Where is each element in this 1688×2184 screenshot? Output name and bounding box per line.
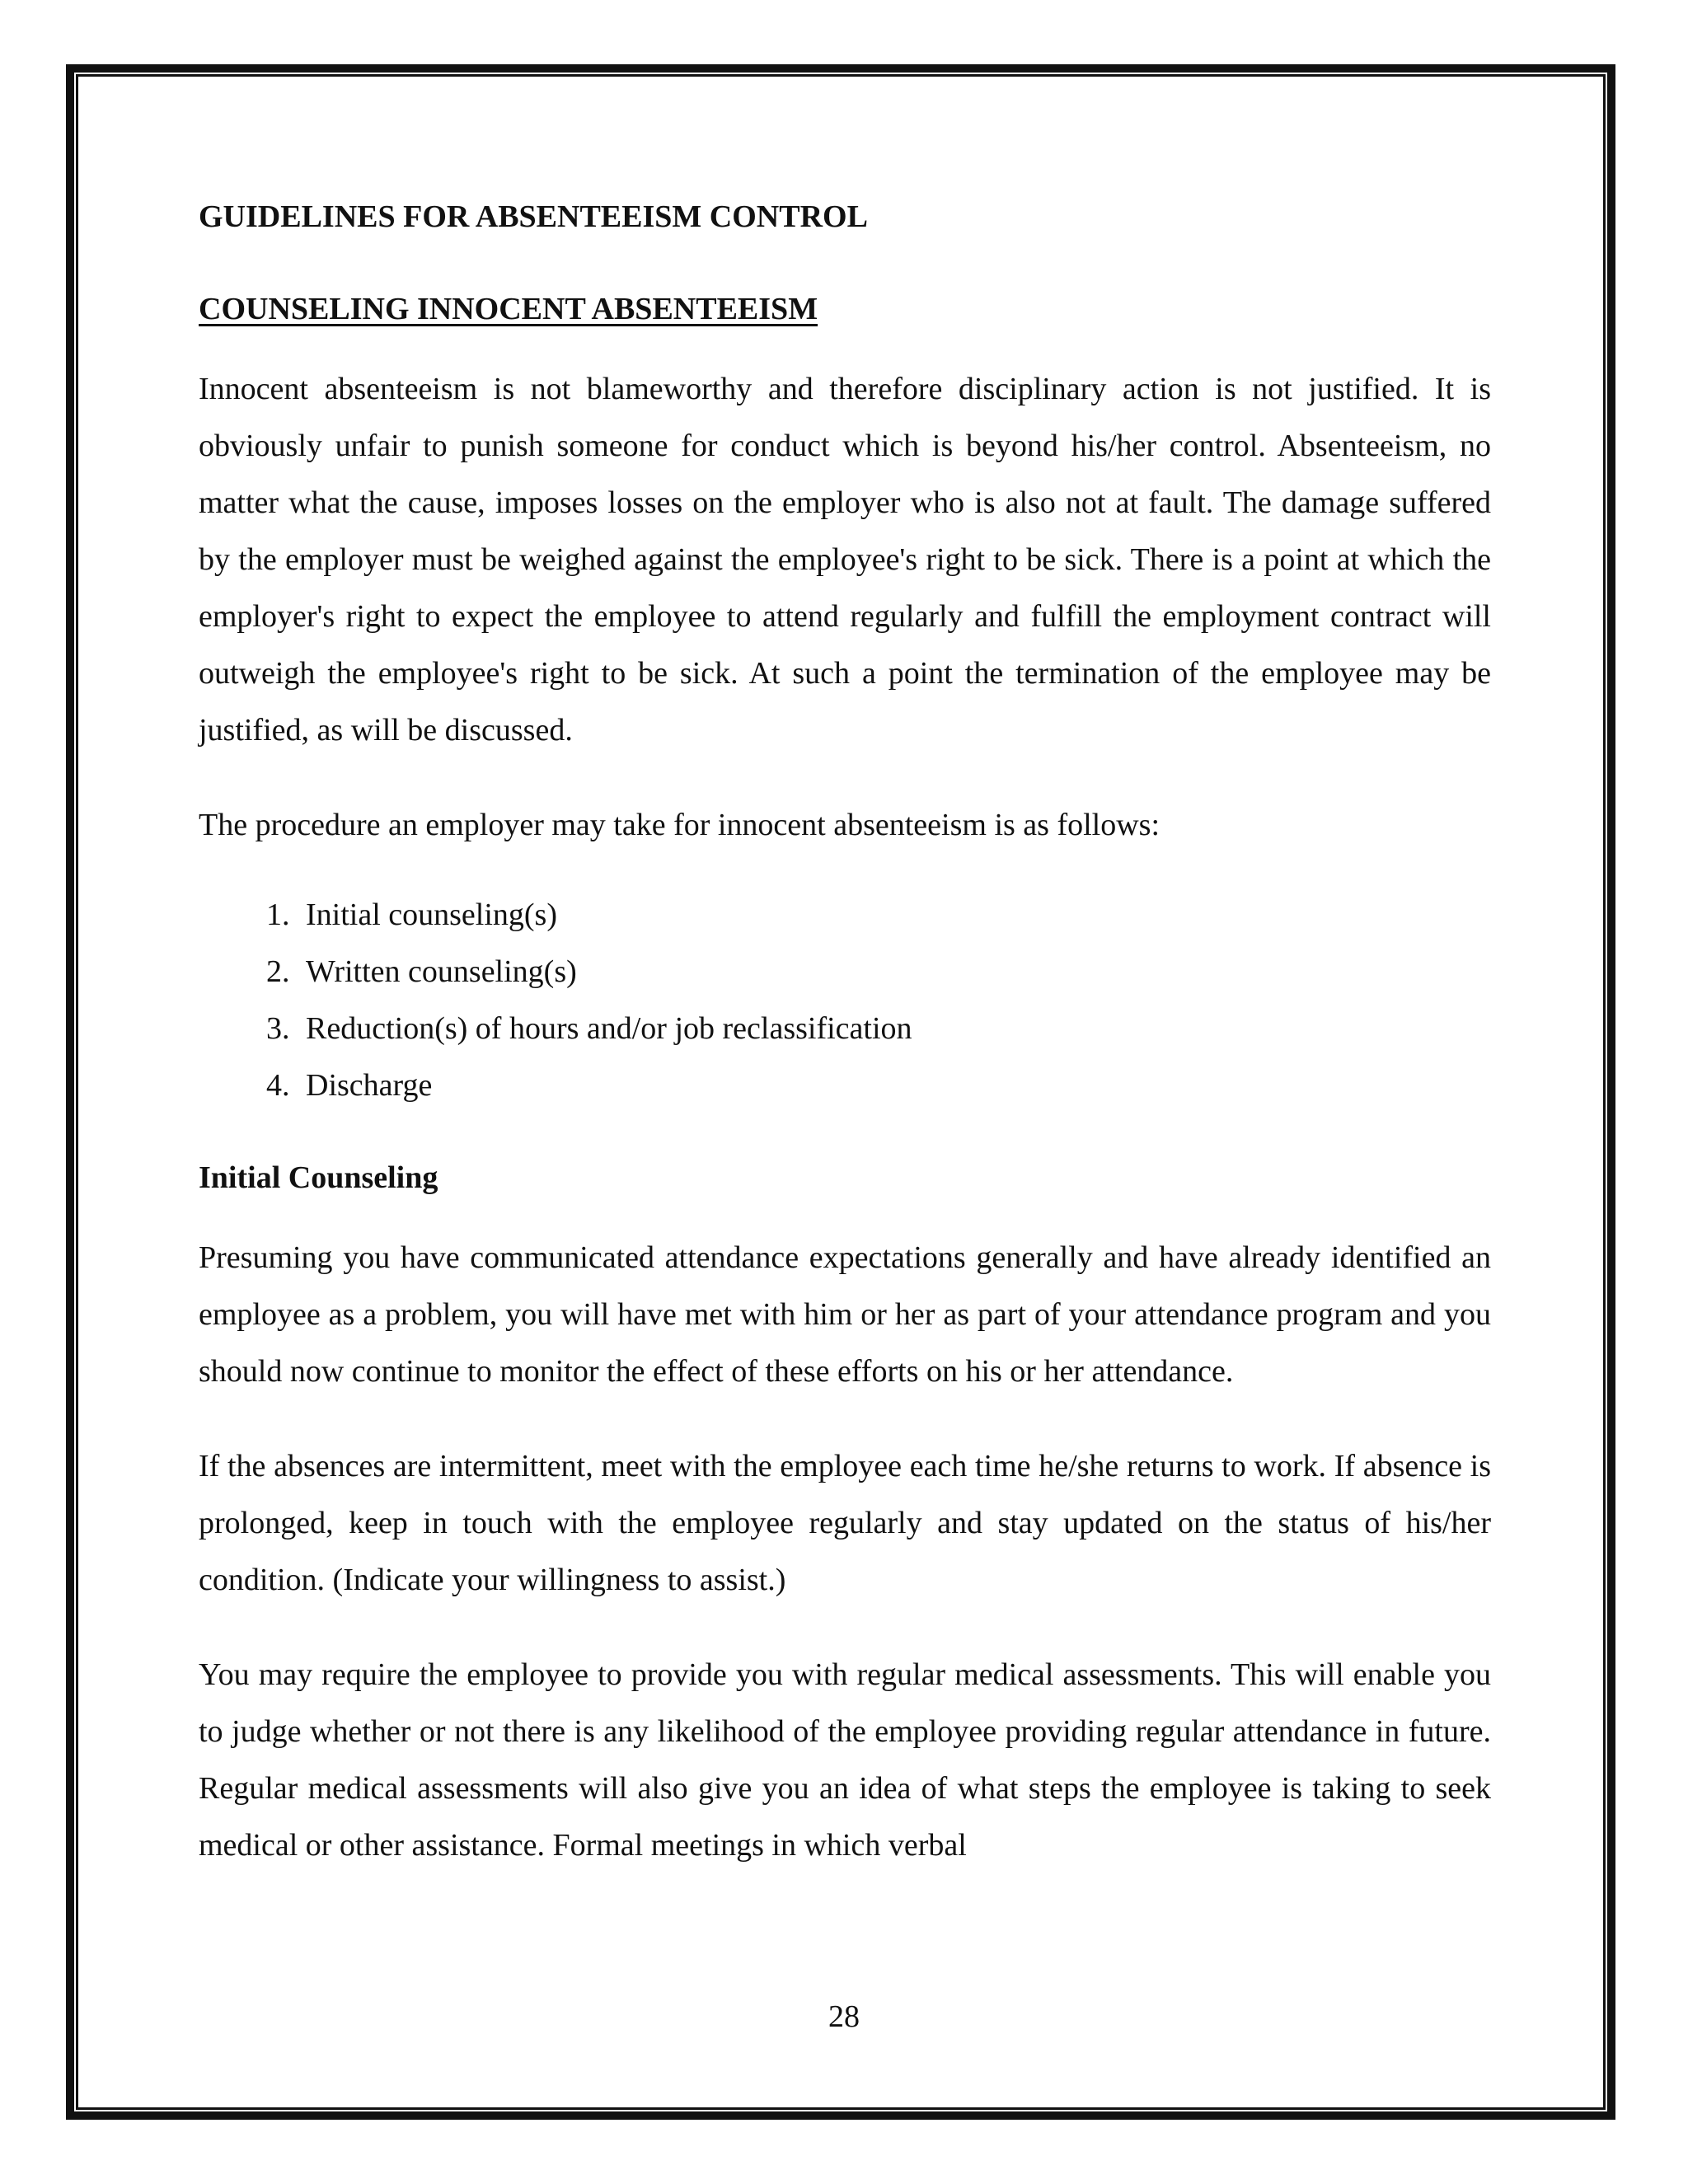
paragraph-absences: If the absences are intermittent, meet with the employee each time he/she returns to work. If absence is prolonged, keep in touch with the employee regularly and stay updated on the status of his/her condition. (Indicate your willingness to assist.) <box>199 1449 1491 1597</box>
list-item: 2. Written counseling(s) <box>298 944 1491 1001</box>
page-number: 28 <box>828 1999 860 2034</box>
section-title: COUNSELING INNOCENT ABSENTEEISM <box>199 292 818 326</box>
procedure-list <box>199 887 1491 1114</box>
list-item: 4. Discharge <box>298 1057 1491 1114</box>
subsection-heading: Initial Counseling <box>199 1160 438 1195</box>
document-body <box>199 190 1491 1874</box>
paragraph-presuming: Presuming you have communicated attendance expectations generally and have already identified an employee as a problem, you will have met with him or her as part of your attendance program and you should now continue to monitor the effect of these efforts on his or her attendance. <box>199 1240 1491 1389</box>
paragraph-procedure-intro: The procedure an employer may take for innocent absenteeism is as follows: <box>199 808 1160 842</box>
list-item: 1. Initial counseling(s) <box>298 887 1491 944</box>
paragraph-innocent-absenteeism: Innocent absenteeism is not blameworthy and therefore disciplinary action is not justified. It is obviously unfair to punish someone for conduct which is beyond his/her control. Absenteeism, no matter what the cause, imposes losses on the employer who is also not at fault. The damage suffered by the employer must be weighed against the employee's right to be sick. There is a point at which the employer's right to expect the employee to attend regularly and fulfill the employment contract will outweigh the employee's right to be sick. At such a point the termination of the employee may be justified, as will be discussed. <box>199 372 1491 748</box>
document-title: GUIDELINES FOR ABSENTEEISM CONTROL <box>199 199 868 234</box>
list-item: 3. Reduction(s) of hours and/or job reclassification <box>298 1001 1491 1057</box>
paragraph-medical-assessments: You may require the employee to provide you with regular medical assessments. This will enable you to judge whether or not there is any likelihood of the employee providing regular attendance in future. Regular medical assessments will also give you an idea of what steps the employee is taking to seek medical or other assistance. Formal meetings in which verbal <box>199 1657 1491 1863</box>
